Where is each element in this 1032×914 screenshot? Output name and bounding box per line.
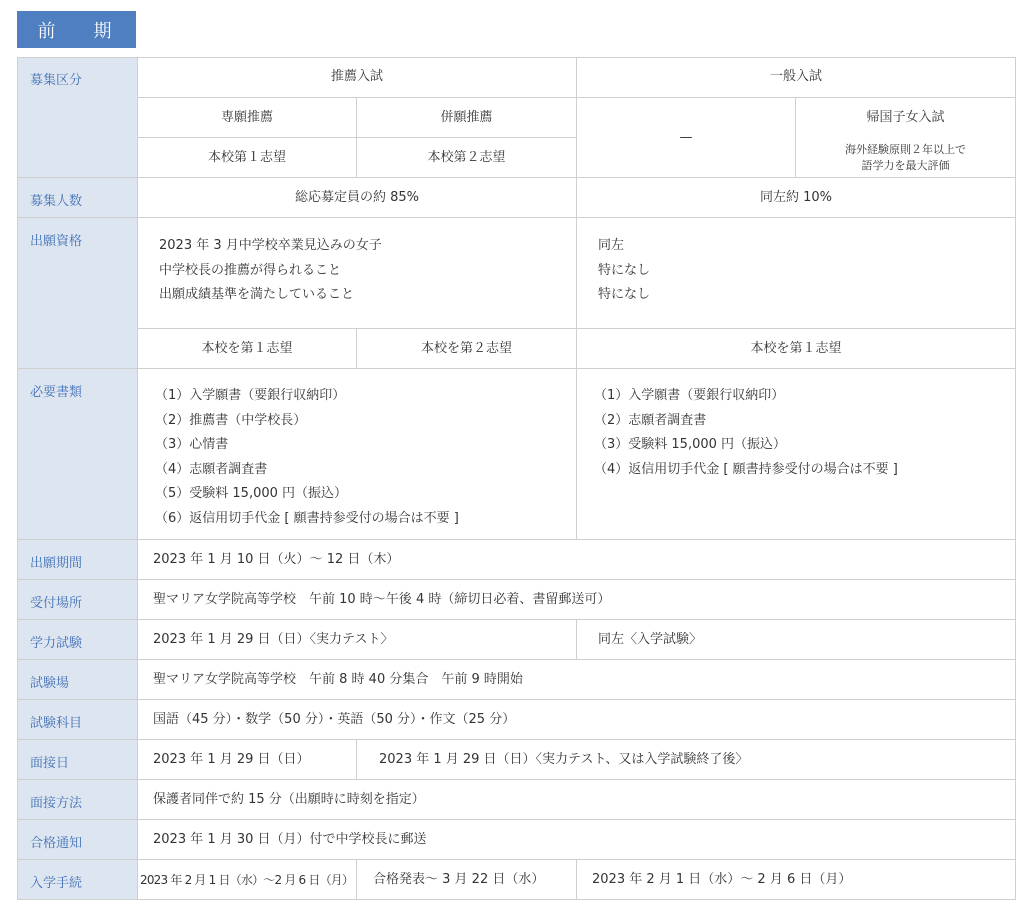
shorui-ippan-item: （3）受験料 15,000 円（振込） — [594, 437, 787, 452]
gakuryoku-suisen: 2023 年 1 月 29 日（日）〈実力テスト〉 — [138, 620, 577, 660]
gakuryoku-ippan: 同左〈入学試験〉 — [577, 620, 1016, 660]
shorui-suisen-item: （4）志願者調査書 — [155, 461, 268, 477]
shikaku-ippan-line: 特になし — [598, 287, 651, 302]
mensetsu-sengan: 2023 年 1 月 29 日（日） — [138, 740, 357, 780]
shikaku-suisen-line: 中学校長の推薦が得られること — [159, 262, 342, 278]
shikaku-ippan-line: 同左 — [598, 238, 625, 253]
shorui-suisen-item: （3）心情書 — [155, 437, 229, 452]
tetsuzuki-heigan: 合格発表～ 3 月 22 日（水） — [357, 860, 577, 900]
shorui-ippan-item: （1）入学願書（要銀行収納印） — [594, 388, 785, 403]
shikaku-suisen-line: 出願成績基準を満たしていること — [159, 287, 355, 302]
label-nyugaku-tetsuzuki: 入学手続 — [17, 860, 138, 900]
shorui-ippan — [577, 369, 1016, 540]
shikaku-suisen-line: 2023 年 3 月中学校卒業見込みの女子 — [159, 238, 382, 253]
basho-value: 聖マリア女学院高等学校 午前 10 時～午後 4 時（締切日必着、書留郵送可） — [138, 580, 1016, 620]
label-shiken-kamoku: 試験科目 — [17, 700, 138, 740]
label-boshu-kubun: 募集区分 — [17, 57, 138, 178]
mensetsu-other: 2023 年 1 月 29 日（日）〈実力テスト、又は入学試験終了後〉 — [357, 740, 1016, 780]
header-suisen: 推薦入試 — [138, 57, 577, 98]
kikoku-note — [796, 138, 1016, 178]
sengan-shibo: 本校第１志望 — [138, 138, 357, 178]
kikoku-note-line-2: 語学力を最大評価 — [861, 158, 950, 172]
shikaku-ippan-line: 特になし — [598, 262, 651, 278]
header-heigan: 併願推薦 — [357, 98, 577, 138]
shikaku-ippan — [577, 218, 1016, 329]
label-mensetsu-hoho: 面接方法 — [17, 780, 138, 820]
shikaku-heigan-shibo: 本校を第２志望 — [357, 329, 577, 369]
shorui-suisen-item: （2）推薦書（中学校長） — [155, 412, 307, 428]
label-hitsuyo-shorui: 必要書類 — [17, 369, 138, 540]
label-boshu-ninzu: 募集人数 — [17, 178, 138, 218]
shikenjo-value: 聖マリア女学院高等学校 午前 8 時 40 分集合 午前 9 時開始 — [138, 660, 1016, 700]
ippan-dash: — — [577, 98, 796, 178]
shikaku-sengan-shibo: 本校を第１志望 — [138, 329, 357, 369]
ninzu-ippan: 同左約 10% — [577, 178, 1016, 218]
hoho-value: 保護者同伴で約 15 分（出願時に時刻を指定） — [138, 780, 1016, 820]
kamoku-value: 国語（45 分）・数学（50 分）・英語（50 分）・作文（25 分） — [138, 700, 1016, 740]
label-shutsugan-kikan: 出願期間 — [17, 540, 138, 580]
tetsuzuki-sengan: 2023 年 2 月 1 日（水）～2 月 6 日（月） — [138, 860, 357, 900]
shorui-suisen-item: （6）返信用切手代金 [ 願書持参受付の場合は不要 ] — [155, 510, 459, 526]
heigan-shibo: 本校第２志望 — [357, 138, 577, 178]
shorui-ippan-item: （4）返信用切手代金 [ 願書持参受付の場合は不要 ] — [594, 461, 898, 477]
shikaku-suisen — [138, 218, 577, 329]
label-shikenjo: 試験場 — [17, 660, 138, 700]
tetsuzuki-ippan: 2023 年 2 月 1 日（水）～ 2 月 6 日（月） — [577, 860, 1016, 900]
header-kikoku: 帰国子女入試 — [796, 98, 1016, 138]
label-shutsugan-shikaku: 出願資格 — [17, 218, 138, 369]
shikaku-ippan-shibo: 本校を第１志望 — [577, 329, 1016, 369]
section-title: 前 期 — [17, 11, 136, 48]
header-sengan: 専願推薦 — [138, 98, 357, 138]
kikan-value: 2023 年 1 月 10 日（火）～ 12 日（木） — [138, 540, 1016, 580]
tsuchi-value: 2023 年 1 月 30 日（月）付で中学校長に郵送 — [138, 820, 1016, 860]
label-uketsuke-basho: 受付場所 — [17, 580, 138, 620]
header-ippan: 一般入試 — [577, 57, 1016, 98]
shorui-suisen — [138, 369, 577, 540]
admission-table — [17, 57, 1016, 900]
shorui-ippan-item: （2）志願者調査書 — [594, 412, 707, 428]
shorui-suisen-item: （1）入学願書（要銀行収納印） — [155, 388, 346, 403]
label-gakuryoku-shiken: 学力試験 — [17, 620, 138, 660]
kikoku-note-line-1: 海外経験原則２年以上で — [845, 142, 966, 156]
ninzu-suisen: 総応募定員の約 85% — [138, 178, 577, 218]
label-gokaku-tsuchi: 合格通知 — [17, 820, 138, 860]
shorui-suisen-item: （5）受験料 15,000 円（振込） — [155, 486, 348, 501]
label-mensetsu-bi: 面接日 — [17, 740, 138, 780]
